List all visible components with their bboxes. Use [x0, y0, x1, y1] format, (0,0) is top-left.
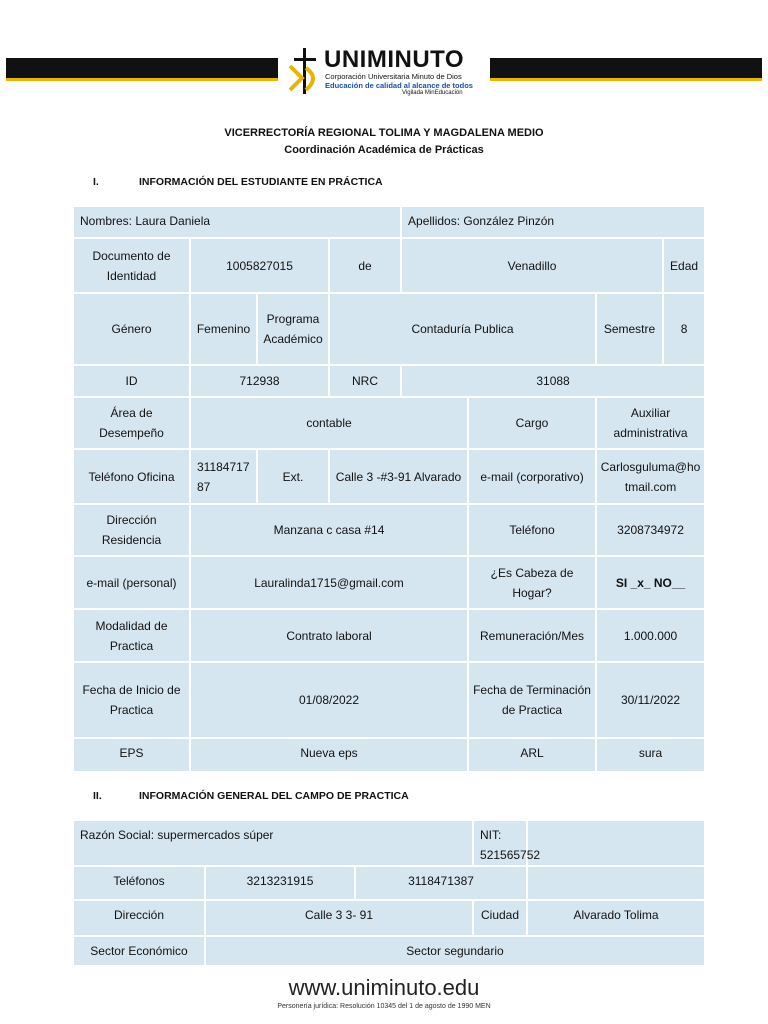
inicio-value: 01/08/2022 — [190, 662, 468, 738]
section-2-heading — [93, 790, 409, 802]
dir-value: Manzana c casa #14 — [190, 504, 468, 556]
section-1-heading — [93, 176, 383, 188]
sector-value: Sector segundario — [205, 936, 705, 966]
logo-tagline-2: Educación de calidad al alcance de todos — [325, 81, 473, 90]
remuneracion-label: Remuneración/Mes — [468, 609, 596, 662]
nit-extra-cell — [527, 820, 705, 866]
arl-value: sura — [596, 738, 705, 772]
remuneracion-value: 1.000.000 — [596, 609, 705, 662]
tel-oficina-label: Teléfono Oficina — [73, 449, 190, 504]
email-corp-label: e-mail (corporativo) — [468, 449, 596, 504]
telefono-label: Teléfono — [468, 504, 596, 556]
semestre-value: 8 — [663, 293, 705, 365]
nrc-value: 31088 — [401, 365, 705, 397]
logo-mark-icon — [288, 46, 322, 96]
section-1-title: INFORMACIÓN DEL ESTUDIANTE EN PRÁCTICA — [139, 176, 383, 188]
email-corp-value: Carlosguluma@hotmail.com — [596, 449, 705, 504]
id-value: 712938 — [190, 365, 329, 397]
modalidad-value: Contrato laboral — [190, 609, 468, 662]
section-2-title: INFORMACIÓN GENERAL DEL CAMPO DE PRACTICA — [139, 790, 409, 802]
programa-value: Contaduría Publica — [329, 293, 596, 365]
telefono-2: 3118471387 — [355, 866, 527, 900]
genero-value: Femenino — [190, 293, 257, 365]
area-label: Área de Desempeño — [73, 397, 190, 449]
document-title: VICERRECTORÍA REGIONAL TOLIMA Y MAGDALENA MEDIO — [224, 127, 544, 139]
logo-tagline-3: Vigilada MinEducación — [402, 90, 463, 96]
logo-name: UNIMINUTO — [324, 46, 465, 73]
dir-label: Dirección Residencia — [73, 504, 190, 556]
header-band-left — [6, 58, 278, 78]
de-value: Venadillo — [401, 238, 663, 293]
email-pers-label: e-mail (personal) — [73, 556, 190, 609]
student-info-table — [72, 205, 706, 773]
eps-label: EPS — [73, 738, 190, 772]
fin-value: 30/11/2022 — [596, 662, 705, 738]
edad-label: Edad — [663, 238, 705, 293]
ciudad-label: Ciudad — [473, 900, 527, 936]
ext-value: Calle 3 -#3-91 Alvarado — [329, 449, 468, 504]
telefono-1: 3213231915 — [205, 866, 355, 900]
direccion-value: Calle 3 3- 91 — [205, 900, 473, 936]
ext-label: Ext. — [257, 449, 329, 504]
cargo-value: Auxiliar administrativa — [596, 397, 705, 449]
sector-label: Sector Económico — [73, 936, 205, 966]
cabeza-value: SI _x_ NO__ — [596, 556, 705, 609]
fin-label: Fecha de Terminación de Practica — [468, 662, 596, 738]
section-2-number: II. — [93, 790, 102, 802]
email-pers-value: Lauralinda1715@gmail.com — [190, 556, 468, 609]
header-band-right — [490, 58, 762, 78]
ciudad-value: Alvarado Tolima — [527, 900, 705, 936]
telefono-value: 3208734972 — [596, 504, 705, 556]
de-label: de — [329, 238, 401, 293]
modalidad-label: Modalidad de Practica — [73, 609, 190, 662]
razon-social-cell: Razón Social: supermercados súper — [73, 820, 473, 866]
semestre-label: Semestre — [596, 293, 663, 365]
eps-value: Nueva eps — [190, 738, 468, 772]
tel-oficina-value: 3118471787 — [190, 449, 257, 504]
section-1-number: I. — [93, 176, 99, 188]
cargo-label: Cargo — [468, 397, 596, 449]
arl-label: ARL — [468, 738, 596, 772]
company-info-table — [72, 819, 706, 967]
logo-tagline-1: Corporación Universitaria Minuto de Dios — [325, 72, 462, 81]
document-subtitle: Coordinación Académica de Prácticas — [284, 144, 484, 156]
apellidos-cell: Apellidos: González Pinzón — [401, 206, 705, 238]
telefonos-label: Teléfonos — [73, 866, 205, 900]
genero-label: Género — [73, 293, 190, 365]
nombres-cell: Nombres: Laura Daniela — [73, 206, 401, 238]
footer-legal: Personería jurídica: Resolución 10345 del 1 de agosto de 1990 MEN — [277, 1003, 491, 1010]
nrc-label: NRC — [329, 365, 401, 397]
footer-url: www.uniminuto.edu — [288, 975, 480, 1000]
direccion-label: Dirección — [73, 900, 205, 936]
area-value: contable — [190, 397, 468, 449]
uniminuto-logo — [288, 42, 488, 100]
doc-value: 1005827015 — [190, 238, 329, 293]
inicio-label: Fecha de Inicio de Practica — [73, 662, 190, 738]
doc-label: Documento de Identidad — [73, 238, 190, 293]
id-label: ID — [73, 365, 190, 397]
telefono-extra-cell — [527, 866, 705, 900]
programa-label: Programa Académico — [257, 293, 329, 365]
nit-cell: NIT: 521565752 — [473, 820, 527, 866]
cabeza-label: ¿Es Cabeza de Hogar? — [468, 556, 596, 609]
